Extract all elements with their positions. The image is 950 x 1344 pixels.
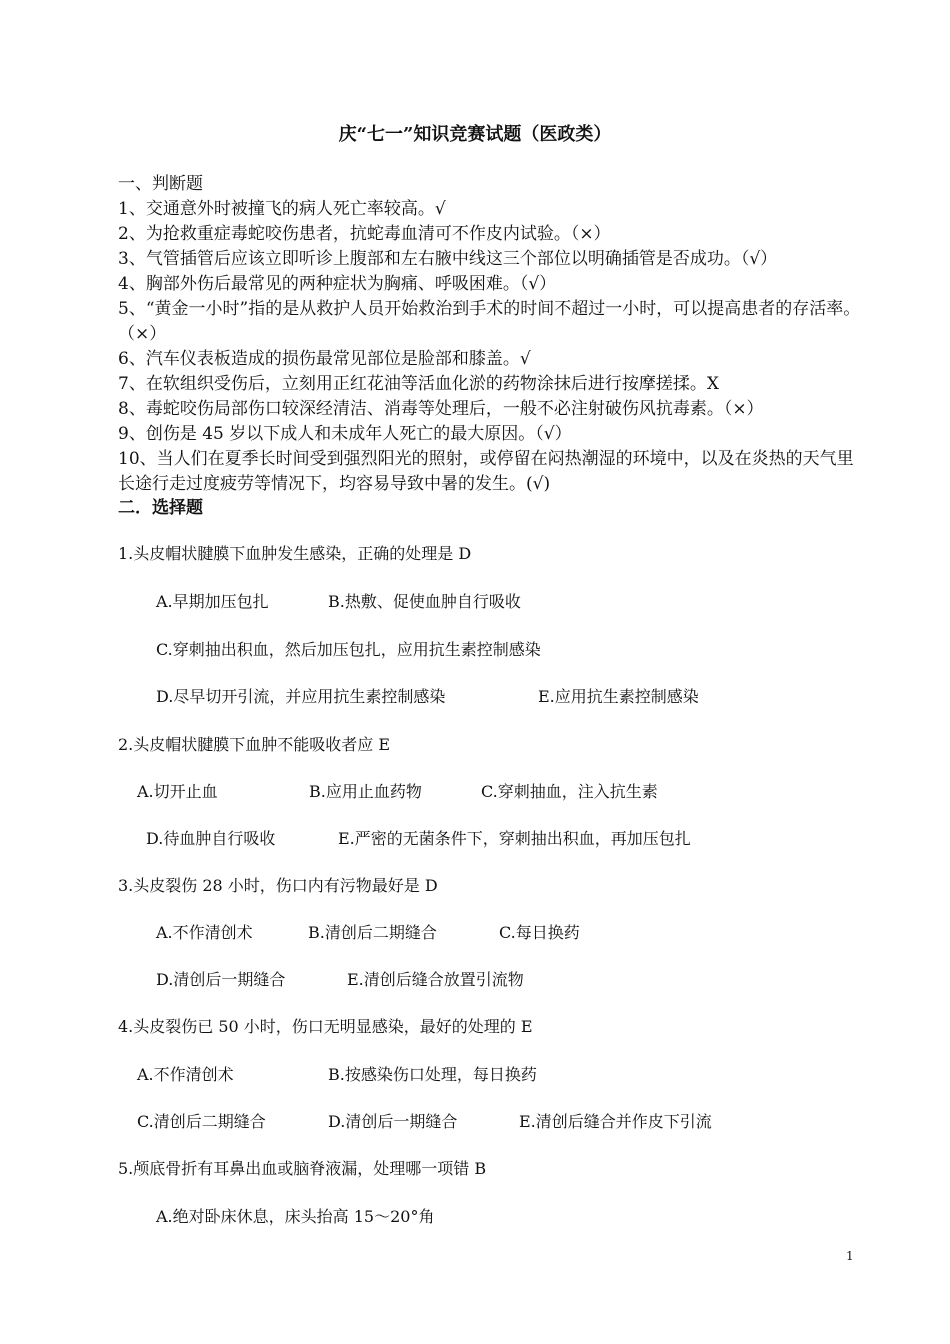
option-row — [156, 685, 699, 709]
option-row — [156, 590, 521, 614]
question-stem: 2.头皮帽状腱膜下血肿不能吸收者应 E — [118, 735, 391, 754]
option: E.严密的无菌条件下，穿刺抽出积血，再加压包扎 — [338, 829, 691, 848]
option: A.不作清创术 — [137, 1065, 234, 1084]
option: A.早期加压包扎 — [156, 592, 269, 611]
question-item: 6、汽车仪表板造成的损伤最常见部位是脸部和膝盖。√ — [118, 349, 531, 369]
option-row — [137, 1110, 712, 1134]
question-item: 4、胸部外伤后最常见的两种症状为胸痛、呼吸困难。（√） — [118, 274, 557, 294]
option: B.应用止血药物 — [309, 782, 422, 801]
option: E.清创后缝合放置引流物 — [347, 970, 524, 989]
question-stem: 1.头皮帽状腱膜下血肿发生感染，正确的处理是 D — [118, 544, 472, 563]
option: A.切开止血 — [137, 782, 218, 801]
section-heading: 一、判断题 — [118, 174, 203, 194]
question-item: 1、交通意外时被撞飞的病人死亡率较高。√ — [118, 199, 446, 219]
page-number: 1 — [846, 1249, 854, 1263]
option: C.穿刺抽血，注入抗生素 — [481, 782, 658, 801]
option: D.清创后一期缝合 — [328, 1112, 458, 1131]
option-row — [137, 780, 658, 804]
option: C.清创后二期缝合 — [137, 1112, 266, 1131]
option: B.清创后二期缝合 — [308, 923, 437, 942]
question-stem: 4.头皮裂伤已 50 小时，伤口无明显感染，最好的处理的 E — [118, 1017, 533, 1036]
option: C.穿刺抽出积血，然后加压包扎，应用抗生素控制感染 — [156, 640, 541, 659]
question-item: 5、“黄金一小时”指的是从救护人员开始救治到手术的时间不超过一小时，可以提高患者的存活率。（×） — [118, 299, 861, 344]
option: B.按感染伤口处理，每日换药 — [328, 1065, 537, 1084]
option: D.尽早切开引流，并应用抗生素控制感染 — [156, 687, 446, 706]
section-heading: 二．选择题 — [118, 498, 203, 518]
option: A.不作清创术 — [156, 923, 253, 942]
option: A.绝对卧床休息，床头抬高 15～20°角 — [156, 1207, 435, 1226]
question-item: 3、气管插管后应该立即听诊上腹部和左右腋中线这三个部位以明确插管是否成功。（√） — [118, 249, 778, 269]
option-row — [156, 638, 541, 662]
option: D.清创后一期缝合 — [156, 970, 286, 989]
question-stem: 3.头皮裂伤 28 小时，伤口内有污物最好是 D — [118, 876, 438, 895]
option: D.待血肿自行吸收 — [146, 829, 276, 848]
question-stem: 5.颅底骨折有耳鼻出血或脑脊液漏，处理哪一项错 B — [118, 1159, 487, 1178]
option: E.清创后缝合并作皮下引流 — [519, 1112, 712, 1131]
option-row — [156, 1205, 434, 1229]
option-row — [156, 968, 524, 992]
section-true-false — [118, 172, 862, 497]
option-row — [156, 921, 580, 945]
question-item: 10、当人们在夏季长时间受到强烈阳光的照射，或停留在闷热潮湿的环境中，以及在炎热的天气里长途行走过度疲劳等情况下，均容易导致中暑的发生。(√) — [118, 449, 854, 494]
question-item: 8、毒蛇咬伤局部伤口较深经清洁、消毒等处理后，一般不必注射破伤风抗毒素。（×） — [118, 399, 764, 419]
question-item: 9、创伤是 45 岁以下成人和未成年人死亡的最大原因。（√） — [118, 424, 572, 444]
option-row — [137, 1063, 537, 1087]
option: B.热敷、促使血肿自行吸收 — [328, 592, 521, 611]
question-item: 7、在软组织受伤后，立刻用正红花油等活血化淤的药物涂抹后进行按摩搓揉。X — [118, 374, 719, 394]
question-item: 2、为抢救重症毒蛇咬伤患者，抗蛇毒血清可不作皮内试验。（×） — [118, 224, 611, 244]
document-title: 庆“七一”知识竞赛试题（医政类） — [338, 124, 612, 145]
option-row — [146, 827, 691, 851]
option: C.每日换药 — [499, 923, 580, 942]
option: E.应用抗生素控制感染 — [538, 687, 699, 706]
